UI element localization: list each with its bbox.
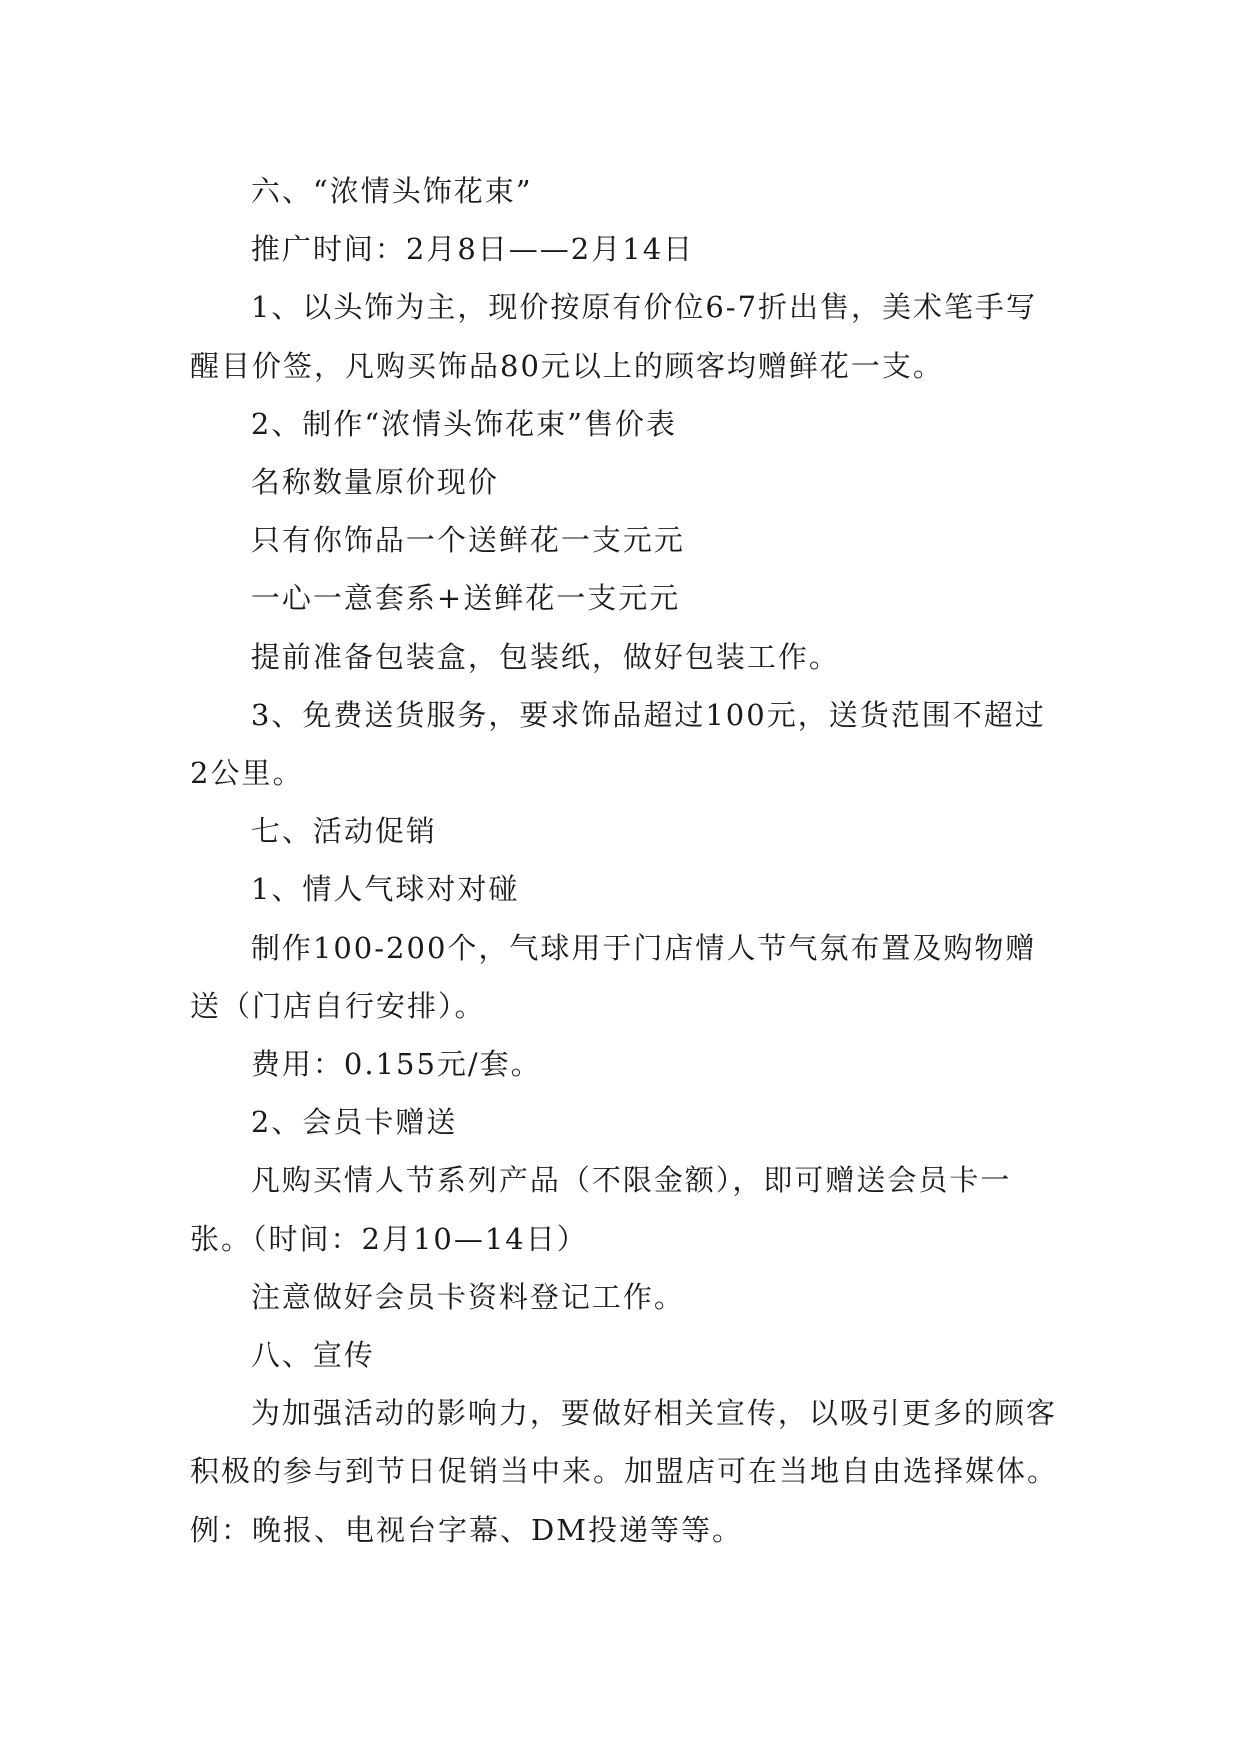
price-list-header: 名称数量原价现价 bbox=[250, 465, 499, 500]
subheading-member-card: 2、会员卡赠送 bbox=[250, 1105, 458, 1140]
section-heading-7: 七、活动促销 bbox=[250, 814, 437, 849]
paragraph-packaging: 提前准备包装盒，包装纸，做好包装工作。 bbox=[250, 639, 840, 674]
subheading-balloons: 1、情人气球对对碰 bbox=[250, 872, 520, 907]
price-list-row-2: 一心一意套系+送鲜花一支元元 bbox=[250, 581, 681, 616]
paragraph-balloons: 制作100-200个，气球用于门店情人节气氛布置及购物赠送（门店自行安排）。 bbox=[190, 930, 1037, 1023]
paragraph-cost: 费用：0.155元/套。 bbox=[250, 1047, 542, 1082]
paragraph-publicity: 为加强活动的影响力，要做好相关宣传，以吸引更多的顾客积极的参与到节日促销当中来。加盟店可在当地自由选择媒体。例：晚报、电视台字幕、DM投递等等。 bbox=[190, 1396, 1059, 1547]
promotion-period: 推广时间：2月8日——2月14日 bbox=[250, 232, 695, 267]
paragraph-member-card: 凡购买情人节系列产品（不限金额），即可赠送会员卡一张。（时间：2月10—14日） bbox=[190, 1163, 1012, 1256]
document-body bbox=[190, 162, 1065, 1559]
paragraph-discount: 1、以头饰为主，现价按原有价位6-7折出售，美术笔手写醒目价签，凡购买饰品80元以上的顾客均赠鲜花一支。 bbox=[190, 290, 1038, 383]
section-heading-6: 六、“浓情头饰花束” bbox=[250, 174, 533, 208]
paragraph-registration: 注意做好会员卡资料登记工作。 bbox=[250, 1279, 685, 1314]
paragraph-price-list-title: 2、制作“浓情头饰花束”售价表 bbox=[250, 406, 677, 441]
paragraph-delivery: 3、免费送货服务，要求饰品超过100元，送货范围不超过2公里。 bbox=[190, 697, 1046, 791]
price-list-row-1: 只有你饰品一个送鲜花一支元元 bbox=[250, 523, 685, 558]
section-heading-8: 八、宣传 bbox=[250, 1338, 375, 1373]
